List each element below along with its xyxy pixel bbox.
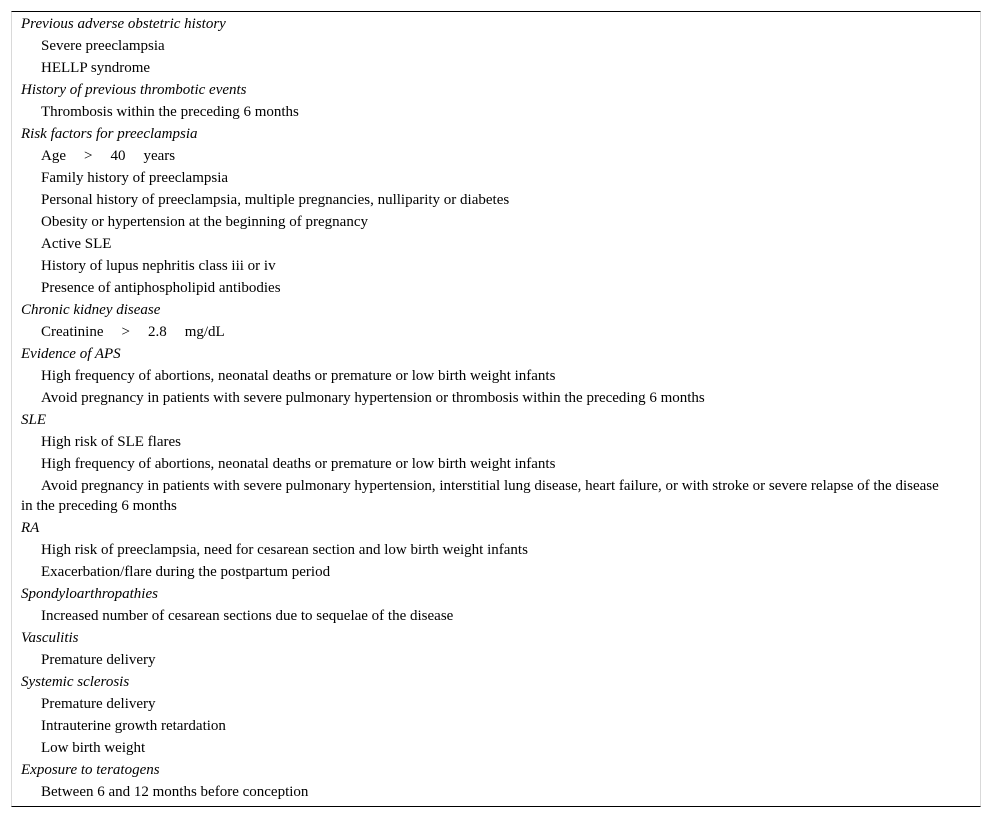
table-body bbox=[12, 12, 980, 803]
table-row: Intrauterine growth retardation bbox=[41, 718, 226, 734]
table-row: High risk of SLE flares bbox=[41, 434, 181, 450]
table-row: Avoid pregnancy in patients with severe pulmonary hypertension or thrombosis within the preceding 6 months bbox=[41, 390, 705, 406]
table-row: Creatinine > 2.8 mg/dL bbox=[41, 324, 225, 340]
section-heading: Systemic sclerosis bbox=[21, 674, 130, 690]
table-row: Personal history of preeclampsia, multiple pregnancies, nulliparity or diabetes bbox=[41, 192, 510, 208]
section-heading: History of previous thrombotic events bbox=[21, 82, 247, 98]
table-row: Active SLE bbox=[41, 236, 112, 252]
section-heading: Risk factors for preeclampsia bbox=[21, 126, 198, 142]
table-row: Exacerbation/flare during the postpartum period bbox=[41, 564, 331, 580]
section-heading: Spondyloarthropathies bbox=[21, 586, 158, 602]
risk-factors-table bbox=[11, 11, 981, 807]
table-row: High frequency of abortions, neonatal deaths or premature or low birth weight infants bbox=[41, 368, 556, 384]
section-heading: Exposure to teratogens bbox=[21, 762, 160, 778]
table-row: High frequency of abortions, neonatal deaths or premature or low birth weight infants bbox=[41, 456, 556, 472]
section-heading: Vasculitis bbox=[21, 630, 79, 646]
table-row: Premature delivery bbox=[41, 696, 156, 712]
table-row: Avoid pregnancy in patients with severe pulmonary hypertension, interstitial lung disease, heart failure, or with stroke or severe relapse of the disease in the preceding 6 months bbox=[21, 478, 939, 514]
table-row: Low birth weight bbox=[41, 740, 146, 756]
table-row: Family history of preeclampsia bbox=[41, 170, 229, 186]
section-heading: Evidence of APS bbox=[21, 346, 121, 362]
section-heading: Previous adverse obstetric history bbox=[21, 16, 226, 32]
table-row: Increased number of cesarean sections due to sequelae of the disease bbox=[41, 608, 454, 624]
table-row: Thrombosis within the preceding 6 months bbox=[41, 104, 299, 120]
table-row: Presence of antiphospholipid antibodies bbox=[41, 280, 281, 296]
table-row: History of lupus nephritis class iii or iv bbox=[41, 258, 276, 274]
table-row: Premature delivery bbox=[41, 652, 156, 668]
section-heading: SLE bbox=[21, 412, 47, 428]
section-heading: RA bbox=[21, 520, 40, 536]
section-heading: Chronic kidney disease bbox=[21, 302, 161, 318]
table-row: Severe preeclampsia bbox=[41, 38, 165, 54]
table-row: High risk of preeclampsia, need for cesarean section and low birth weight infants bbox=[41, 542, 528, 558]
table-row: Between 6 and 12 months before conception bbox=[41, 784, 309, 800]
table-row: HELLP syndrome bbox=[41, 60, 151, 76]
table-row: Obesity or hypertension at the beginning of pregnancy bbox=[41, 214, 368, 230]
table-row: Age > 40 years bbox=[41, 148, 176, 164]
